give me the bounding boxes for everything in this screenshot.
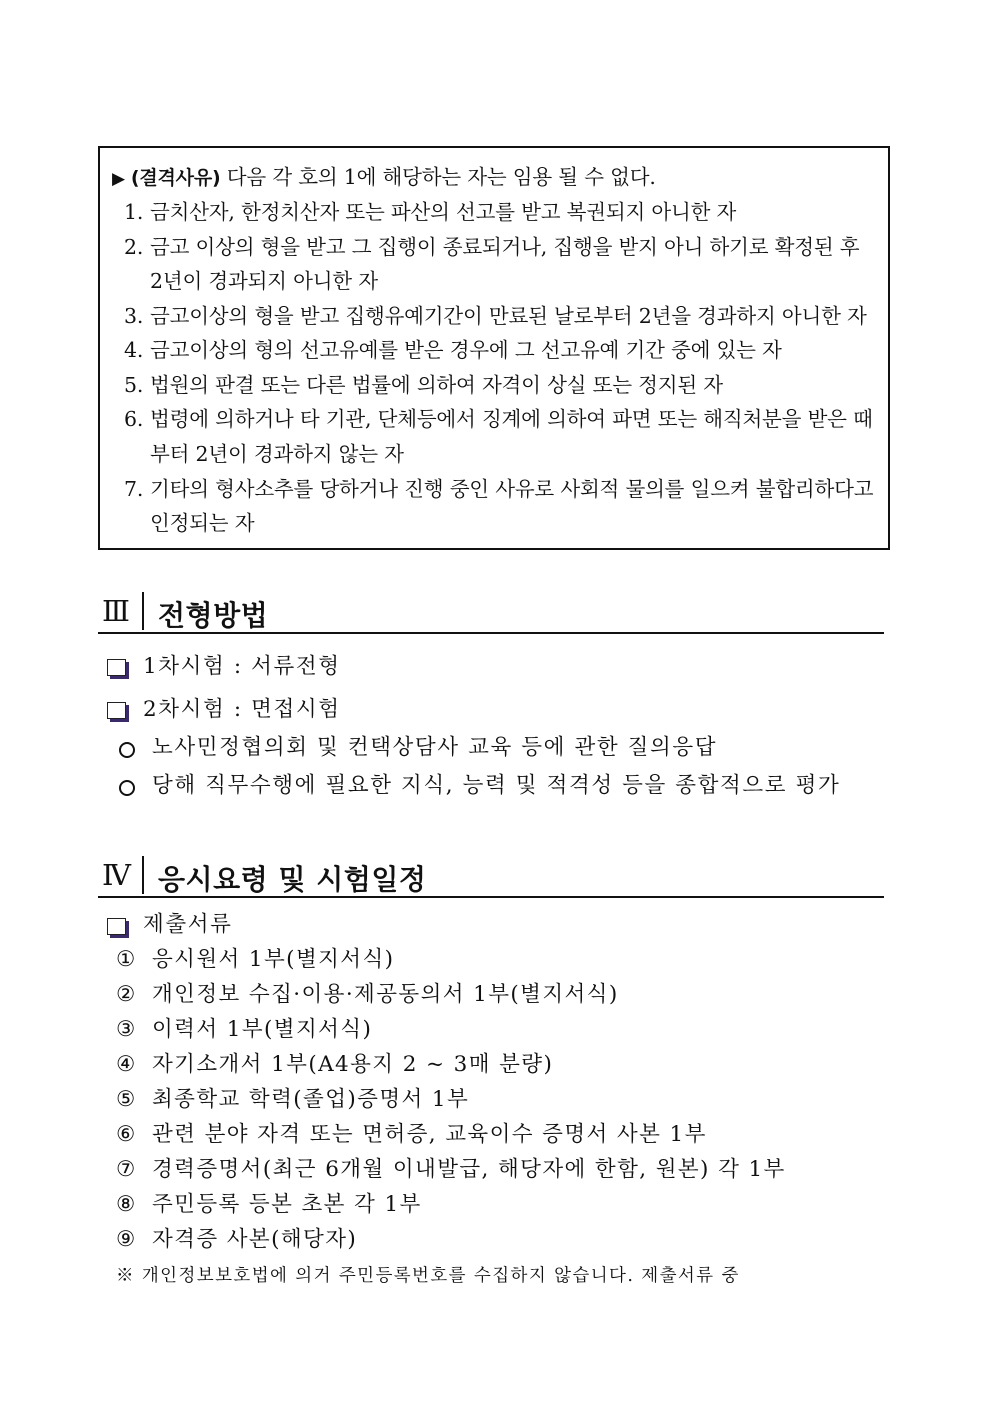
document-item: ⑧ 주민등록 등본 초본 각 1부: [116, 1192, 422, 1217]
document-item: ④ 자기소개서 1부(A4용지 2 ~ 3매 분량): [116, 1052, 554, 1077]
exam-stage-1: 1차시험 : 서류전형: [143, 654, 341, 679]
disqualification-item: 1. 금치산자, 한정치산자 또는 파산의 선고를 받고 복권되지 아니한 자: [124, 200, 737, 224]
checkbox-square-icon: [107, 659, 126, 676]
checkbox-square-icon: [107, 918, 126, 935]
document-item: ⑨ 자격증 사본(해당자): [116, 1227, 358, 1252]
document-item: ⑦ 경력증명서(최근 6개월 이내발급, 해당자에 한함, 원본) 각 1부: [116, 1157, 786, 1182]
disqualification-item: 4. 금고이상의 형의 선고유예를 받은 경우에 그 선고유예 기간 중에 있는 자: [124, 338, 782, 362]
heading-divider: [142, 856, 144, 894]
interview-item: 당해 직무수행에 필요한 지식, 능력 및 적격성 등을 종합적으로 평가: [152, 773, 841, 798]
circle-bullet-icon: [119, 742, 135, 758]
disqualification-item: 6. 법령에 의하거나 타 기관, 단체등에서 징계에 의하여 파면 또는 해직처분을 받은 때: [124, 407, 873, 431]
section-numeral: Ⅳ: [102, 858, 130, 892]
interview-item: 노사민정협의회 및 컨택상담사 교육 등에 관한 질의응답: [152, 735, 718, 760]
section-3-heading: [98, 592, 884, 634]
disqualification-item: 2. 금고 이상의 형을 받고 그 집행이 종료되거나, 집행을 받지 아니 하기로 확정된 후: [124, 235, 860, 259]
disqualification-item-continuation: 부터 2년이 경과하지 않는 자: [150, 442, 404, 466]
disqualification-box: [98, 146, 890, 550]
heading-divider: [142, 592, 144, 630]
disqualification-item-continuation: 2년이 경과되지 아니한 자: [150, 269, 378, 293]
disqualification-heading: [112, 164, 656, 192]
document-item: ③ 이력서 1부(별지서식): [116, 1017, 373, 1042]
privacy-note: ※ 개인정보보호법에 의거 주민등록번호를 수집하지 않습니다. 제출서류 중: [116, 1266, 740, 1286]
disqualification-item-continuation: 인정되는 자: [150, 511, 255, 535]
documents-heading: 제출서류: [143, 912, 233, 937]
section-numeral: Ⅲ: [102, 594, 129, 628]
disqualification-keyword: (결격사유): [130, 167, 221, 189]
circle-bullet-icon: [119, 780, 135, 796]
heading-underline: [98, 896, 884, 898]
disqualification-item: 5. 법원의 판결 또는 다른 법률에 의하여 자격이 상실 또는 정지된 자: [124, 373, 723, 397]
section-title: 전형방법: [158, 599, 269, 632]
document-item: ② 개인정보 수집·이용·제공동의서 1부(별지서식): [116, 982, 619, 1007]
document-item: ⑤ 최종학교 학력(졸업)증명서 1부: [116, 1087, 470, 1112]
document-item: ⑥ 관련 분야 자격 또는 면허증, 교육이수 증명서 사본 1부: [116, 1122, 707, 1147]
disqualification-item: 3. 금고이상의 형을 받고 집행유예기간이 만료된 날로부터 2년을 경과하지 아니한 자: [124, 304, 867, 328]
heading-underline: [98, 632, 884, 634]
exam-stage-2: 2차시험 : 면접시험: [143, 697, 341, 722]
section-title: 응시요령 및 시험일정: [158, 863, 427, 896]
disqualification-intro: 다음 각 호의 1에 해당하는 자는 임용 될 수 없다.: [226, 165, 656, 189]
disqualification-item: 7. 기타의 형사소추를 당하거나 진행 중인 사유로 사회적 물의를 일으켜 불합리하다고: [124, 477, 874, 501]
checkbox-square-icon: [107, 702, 126, 719]
document-item: ① 응시원서 1부(별지서식): [116, 947, 395, 972]
triangle-arrow-icon: ▶: [112, 169, 125, 189]
section-4-heading: [98, 856, 884, 898]
